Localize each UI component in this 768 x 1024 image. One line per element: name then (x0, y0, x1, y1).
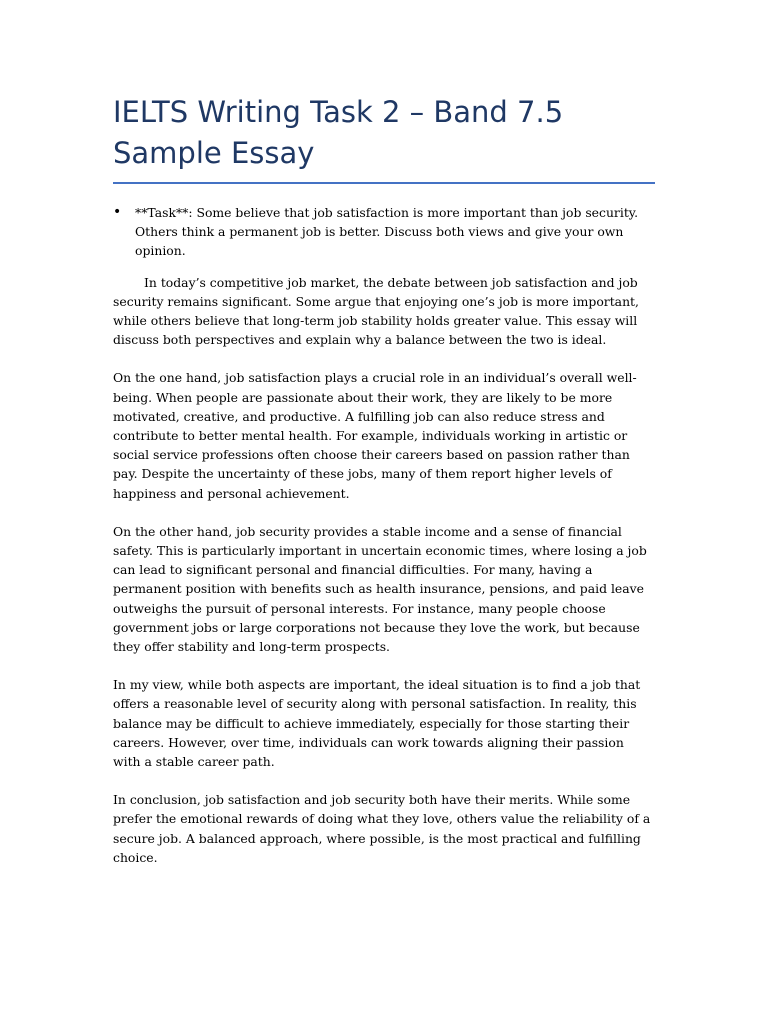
document-title: IELTS Writing Task 2 – Band 7.5 Sample Essay (113, 92, 655, 184)
body-paragraph-job-security: On the other hand, job security provides a stable income and a sense of financial safety. This is particularly important in uncertain economic times, where losing a job can lead to significant personal and financial difficulties. For many, having a permanent position with benefits such as health insurance, pensions, and paid leave outweighs the pursuit of personal interests. For instance, many people choose government jobs or large corporations not because they love the work, but because they offer stability and long-term prospects. (113, 523, 647, 655)
intro-paragraph: In today’s competitive job market, the debate between job satisfaction and job security remains significant. Some argue that enjoying one’s job is more important, while others believe that long-term job stability holds greater value. This essay will discuss both perspectives and explain why a balance between the two is ideal. (113, 274, 639, 348)
body-paragraph-job-satisfaction: On the one hand, job satisfaction plays a crucial role in an individual’s overall well-being. When people are passionate about their work, they are likely to be more motivated, creative, and productive. A fulfilling job can also reduce stress and contribute to better mental health. For example, individuals working in artistic or social service professions often choose their careers based on passion rather than pay. Despite the uncertainty of these jobs, many of them report higher levels of happiness and personal achievement. (113, 370, 637, 501)
task-bullet-item (113, 203, 655, 261)
bullet-icon: • (113, 204, 122, 220)
document-page (113, 92, 655, 867)
conclusion-paragraph: In conclusion, job satisfaction and job security both have their merits. While some prefer the emotional rewards of doing what they love, others value the reliability of a secure job. A balanced approach, where possible, is the most practical and fulfilling choice. (113, 792, 651, 865)
opinion-paragraph: In my view, while both aspects are important, the ideal situation is to find a job that offers a reasonable level of security along with personal satisfaction. In reality, this balance may be difficult to achieve immediately, especially for those starting their careers. However, over time, individuals can work towards aligning their passion with a stable career path. (113, 677, 641, 770)
task-prompt: **Task**: Some believe that job satisfaction is more important than job security. Others think a permanent job is better. Discuss both views and give your own opinion. (135, 205, 639, 259)
